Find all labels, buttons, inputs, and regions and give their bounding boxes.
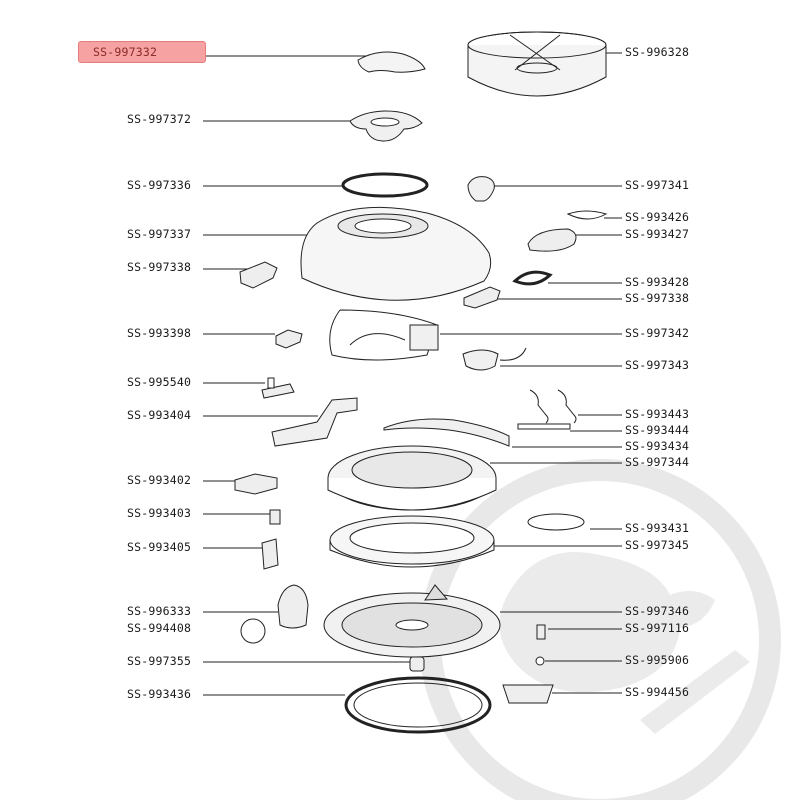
part-label-ss-997116[interactable]: SS-997116: [625, 621, 690, 635]
fan-part[interactable]: [278, 585, 308, 628]
main-housing-part[interactable]: [328, 446, 496, 510]
part-label-ss-993427[interactable]: SS-993427: [625, 227, 690, 241]
seal-part[interactable]: [515, 272, 550, 284]
part-label-ss-995906[interactable]: SS-995906: [625, 653, 690, 667]
part-label-ss-997355[interactable]: SS-997355: [127, 654, 192, 668]
part-label-ss-997346[interactable]: SS-997346: [625, 604, 690, 618]
part-label-ss-997341[interactable]: SS-997341: [625, 178, 690, 192]
sensor-part[interactable]: [276, 330, 302, 348]
part-label-ss-993444[interactable]: SS-993444: [625, 423, 690, 437]
part-label-ss-995540[interactable]: SS-995540: [127, 375, 192, 389]
part-label-ss-997337[interactable]: SS-997337: [127, 227, 192, 241]
gasket-large-part[interactable]: [346, 678, 490, 732]
handle-left-part[interactable]: [240, 262, 277, 288]
part-label-ss-997332-selected[interactable]: SS-997332: [78, 41, 206, 63]
base-ring-part[interactable]: [330, 516, 494, 567]
part-label-ss-993436[interactable]: SS-993436: [127, 687, 192, 701]
part-label-ss-996333[interactable]: SS-996333: [127, 604, 192, 618]
part-label-ss-997344[interactable]: SS-997344: [625, 455, 690, 469]
cup-part[interactable]: [503, 685, 553, 703]
part-label-ss-997338-right[interactable]: SS-997338: [625, 291, 690, 305]
bracket-part[interactable]: [272, 398, 357, 446]
part-label-ss-997336[interactable]: SS-997336: [127, 178, 192, 192]
thermostat-part[interactable]: [235, 474, 277, 494]
part-label-ss-993405[interactable]: SS-993405: [127, 540, 192, 554]
basket-part[interactable]: [468, 32, 606, 96]
part-label-ss-994408[interactable]: SS-994408: [127, 621, 192, 635]
part-label-ss-997342[interactable]: SS-997342: [625, 326, 690, 340]
ball-part[interactable]: [241, 619, 265, 643]
part-label-ss-993434[interactable]: SS-993434: [625, 439, 690, 453]
rod-part[interactable]: [518, 424, 570, 429]
part-label-ss-993398[interactable]: SS-993398: [127, 326, 192, 340]
part-label-ss-997343[interactable]: SS-997343: [625, 358, 690, 372]
part-label-ss-993403[interactable]: SS-993403: [127, 506, 192, 520]
part-label-ss-997338-left[interactable]: SS-997338: [127, 260, 192, 274]
spring-parts[interactable]: [530, 390, 576, 423]
motor-part[interactable]: [463, 348, 526, 370]
part-label-ss-993404[interactable]: SS-993404: [127, 408, 192, 422]
part-label-ss-993443[interactable]: SS-993443: [625, 407, 690, 421]
part-label-ss-996328[interactable]: SS-996328: [625, 45, 690, 59]
lid-insert-part[interactable]: [528, 229, 576, 251]
screw-part[interactable]: [537, 625, 545, 639]
part-label-ss-993431[interactable]: SS-993431: [625, 521, 690, 535]
top-cover-part[interactable]: [358, 52, 425, 72]
switch-part[interactable]: [262, 378, 294, 398]
heating-plate-part[interactable]: [324, 585, 500, 657]
part-label-ss-993426[interactable]: SS-993426: [625, 210, 690, 224]
gasket-small-part[interactable]: [568, 211, 606, 219]
part-label-ss-993428[interactable]: SS-993428: [625, 275, 690, 289]
bushing-part[interactable]: [410, 657, 424, 671]
nut-part[interactable]: [536, 657, 544, 665]
knob-part[interactable]: [350, 111, 422, 141]
valve-part[interactable]: [468, 177, 494, 201]
part-label-ss-997372[interactable]: SS-997372: [127, 112, 192, 126]
handle-right-part[interactable]: [464, 287, 500, 308]
fuse-part[interactable]: [262, 539, 278, 569]
wiring-harness-part[interactable]: [330, 310, 438, 360]
clip-part[interactable]: [270, 510, 280, 524]
part-label-ss-993402[interactable]: SS-993402: [127, 473, 192, 487]
dome-lid-part[interactable]: [301, 207, 491, 300]
tray-part[interactable]: [528, 514, 584, 530]
lever-part[interactable]: [384, 419, 509, 446]
part-label-ss-994456[interactable]: SS-994456: [625, 685, 690, 699]
ring-part[interactable]: [343, 174, 427, 196]
part-label-ss-997345[interactable]: SS-997345: [625, 538, 690, 552]
